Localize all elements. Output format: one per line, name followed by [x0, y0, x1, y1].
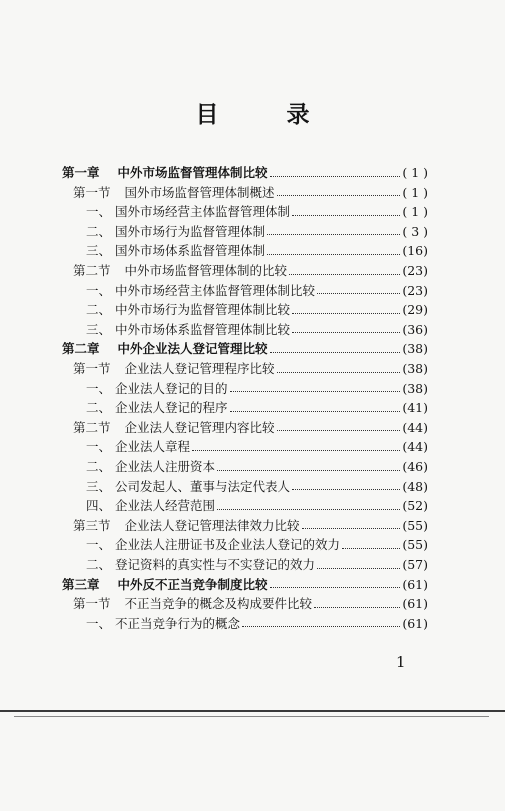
toc-entry-number: 第三节 — [73, 517, 111, 533]
toc-entry-title: 登记资料的真实性与不实登记的效力 — [115, 557, 316, 572]
toc-entry-number: 二、 — [86, 557, 112, 572]
toc-entry — [86, 300, 428, 320]
toc-entry-page: ( 1 ) — [402, 165, 428, 180]
toc-entry — [73, 594, 428, 614]
toc-entry-title: 不正当竞争行为的概念 — [115, 615, 241, 631]
toc-entry — [86, 555, 428, 575]
toc-entry — [73, 183, 428, 203]
toc-entry — [86, 457, 428, 477]
toc-entry — [62, 575, 428, 595]
toc-entry — [86, 477, 428, 497]
toc-entry-title: 国外市场体系监督管理体制 — [115, 243, 266, 259]
toc-entry-number: 三、 — [86, 243, 112, 259]
toc-entry-title: 企业法人登记管理法律效力比较 — [124, 517, 300, 533]
toc-entry-page: (23) — [402, 263, 428, 278]
toc-entry-number: 一、 — [86, 204, 112, 220]
toc-entry-page: (41) — [402, 400, 428, 416]
toc-entry — [86, 202, 428, 222]
toc-entry-number: 一、 — [86, 615, 112, 631]
toc-entry-number: 一、 — [86, 439, 112, 455]
toc-entry-title: 国外市场经营主体监督管理体制 — [115, 204, 291, 220]
toc-dot-leader — [277, 430, 401, 431]
toc-entry-title: 企业法人注册证书及企业法人登记的效力 — [115, 537, 341, 553]
toc-entry-number: 三、 — [86, 321, 112, 337]
toc-entry-page: (61) — [402, 596, 428, 612]
toc-entry-title: 企业法人登记管理内容比较 — [124, 419, 275, 435]
toc-dot-leader — [277, 372, 401, 373]
toc-dot-leader — [230, 391, 401, 392]
toc-entry-page: (57) — [402, 557, 428, 572]
toc-dot-leader — [277, 195, 401, 196]
toc-entry-page: (38) — [402, 380, 428, 396]
toc-entry-page: (23) — [402, 282, 428, 298]
toc-dot-leader — [217, 470, 400, 471]
toc-dot-leader — [242, 626, 400, 627]
toc-entry-title: 国外市场行为监督管理体制 — [115, 223, 266, 239]
toc-entry-number: 四、 — [86, 498, 112, 514]
toc-entry — [73, 516, 428, 536]
toc-entry-page: (44) — [402, 439, 428, 455]
toc-entry — [62, 339, 428, 359]
toc-entry-title: 公司发起人、董事与法定代表人 — [115, 478, 291, 494]
toc-entry-page: (61) — [402, 576, 428, 592]
toc-entry-title: 中外市场行为监督管理体制比较 — [115, 302, 291, 318]
toc-entry — [86, 614, 428, 634]
toc-entry-number: 第一章 — [62, 165, 100, 180]
toc-entry-title: 企业法人登记管理程序比较 — [124, 361, 275, 376]
toc-dot-leader — [292, 489, 400, 490]
toc-entry-title: 中外企业法人登记管理比较 — [117, 341, 268, 357]
toc-entry-number: 一、 — [86, 282, 112, 298]
toc-dot-leader — [267, 234, 400, 235]
toc-dot-leader — [270, 176, 401, 177]
toc-entry — [86, 222, 428, 242]
footer-rule-thin — [14, 716, 489, 717]
toc-entry-number: 第一节 — [73, 596, 111, 612]
toc-entry-title: 企业法人经营范围 — [115, 498, 216, 514]
toc-entry-title: 中外市场监督管理体制比较 — [117, 165, 268, 180]
toc-entry-page: (36) — [402, 321, 428, 337]
toc-entry-page: (44) — [402, 419, 428, 435]
toc-entry — [73, 261, 428, 281]
toc-entry-number: 第二章 — [62, 341, 100, 357]
toc-entry — [73, 359, 428, 379]
toc-entry-page: (52) — [402, 498, 428, 514]
toc-entry-title: 不正当竞争的概念及构成要件比较 — [124, 596, 313, 612]
toc-entry-number: 第二节 — [73, 263, 111, 278]
toc-dot-leader — [317, 568, 400, 569]
toc-entry-page: (38) — [402, 361, 428, 376]
toc-entry-page: ( 1 ) — [402, 204, 428, 220]
toc-entry-number: 一、 — [86, 537, 112, 553]
toc-entry — [86, 398, 428, 418]
toc-entry — [62, 163, 428, 183]
toc-dot-leader — [230, 411, 401, 412]
toc-entry — [86, 281, 428, 301]
toc-entry-number: 第一节 — [73, 184, 111, 200]
toc-dot-leader — [342, 548, 400, 549]
toc-entry-number: 第一节 — [73, 361, 111, 376]
toc-entry-title: 国外市场监督管理体制概述 — [124, 184, 275, 200]
toc-dot-leader — [217, 509, 400, 510]
toc-entry-title: 企业法人章程 — [115, 439, 191, 455]
toc-entry — [86, 437, 428, 457]
toc-entry-page: (29) — [402, 302, 428, 318]
page-title: 目 录 — [195, 102, 340, 128]
toc-entry-title: 企业法人登记的目的 — [115, 380, 228, 396]
toc-entry-title: 中外反不正当竞争制度比较 — [117, 576, 268, 592]
toc-dot-leader — [302, 528, 401, 529]
toc-dot-leader — [314, 607, 400, 608]
toc-dot-leader — [270, 352, 401, 353]
toc-entry-page: ( 1 ) — [402, 184, 428, 200]
toc-entry — [86, 535, 428, 555]
toc-dot-leader — [267, 254, 400, 255]
toc-entry-number: 二、 — [86, 400, 112, 416]
toc-entry-page: (16) — [402, 243, 428, 259]
toc-entry — [86, 496, 428, 516]
toc-entry — [86, 379, 428, 399]
toc-entry-title: 中外市场监督管理体制的比较 — [124, 263, 288, 278]
toc-entry-title: 企业法人注册资本 — [115, 459, 216, 474]
toc-entry-number: 二、 — [86, 302, 112, 318]
toc-entry-number: 二、 — [86, 459, 112, 474]
toc-entry-page: (61) — [402, 615, 428, 631]
toc-entry-title: 中外市场体系监督管理体制比较 — [115, 321, 291, 337]
toc-entry-page: (46) — [402, 459, 428, 474]
toc-entry-number: 第二节 — [73, 419, 111, 435]
toc-dot-leader — [289, 274, 400, 275]
toc-entry-number: 第三章 — [62, 576, 100, 592]
toc-dot-leader — [270, 587, 401, 588]
toc-entry-number: 一、 — [86, 380, 112, 396]
toc-dot-leader — [292, 332, 400, 333]
toc-entry — [86, 241, 428, 261]
toc-entry — [73, 418, 428, 438]
toc-entry-title: 中外市场经营主体监督管理体制比较 — [115, 282, 316, 298]
toc-dot-leader — [292, 215, 400, 216]
toc-entry-number: 二、 — [86, 223, 112, 239]
toc-entry-page: (38) — [402, 341, 428, 357]
toc-entry-page: (55) — [402, 517, 428, 533]
toc-entry-page: (55) — [402, 537, 428, 553]
toc-dot-leader — [292, 313, 400, 314]
toc-entry-page: (48) — [402, 478, 428, 494]
toc-dot-leader — [317, 293, 400, 294]
toc-dot-leader — [192, 450, 400, 451]
footer-rule — [0, 710, 505, 712]
toc-entry-title: 企业法人登记的程序 — [115, 400, 228, 416]
page-number: 1 — [396, 653, 406, 671]
toc-entry-number: 三、 — [86, 478, 112, 494]
toc-entry — [86, 320, 428, 340]
toc-entry-page: ( 3 ) — [402, 223, 428, 239]
